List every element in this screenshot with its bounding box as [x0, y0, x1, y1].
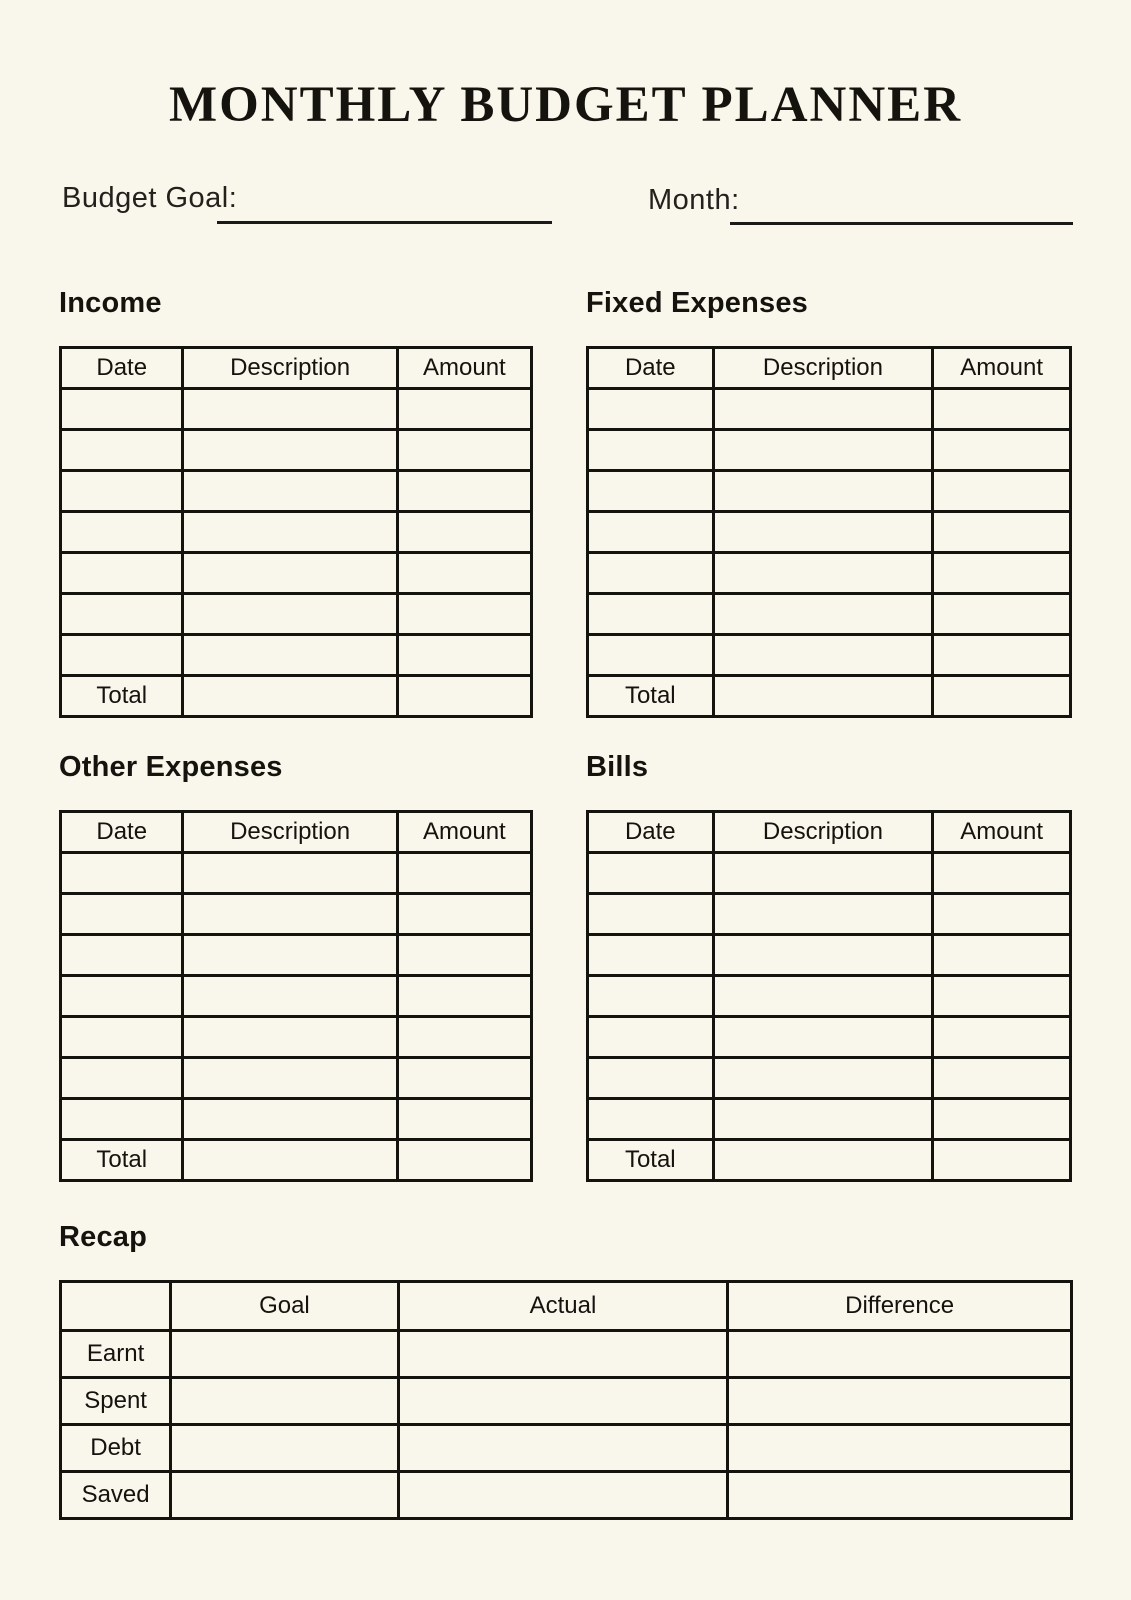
recap-saved-actual-cell[interactable] [398, 1471, 728, 1518]
recap-earnt-goal-cell[interactable] [171, 1330, 398, 1377]
fixed-expenses-total-amount-cell[interactable] [933, 675, 1071, 716]
recap-table [59, 1280, 1073, 1520]
recap-debt-label: Debt [61, 1424, 171, 1471]
other-expenses-row-2 [61, 893, 532, 934]
fixed-expenses-column-header-description: Description [713, 347, 933, 388]
income-row-7 [61, 634, 532, 675]
income-table [59, 346, 533, 718]
income-row-2-description-cell[interactable] [183, 429, 397, 470]
income-header-row [61, 347, 532, 388]
fixed-expenses-row-4-description-cell[interactable] [713, 511, 933, 552]
bills-table [586, 810, 1072, 1182]
fixed-expenses-row-1-amount-cell[interactable] [933, 388, 1071, 429]
bills-row-4-date-cell[interactable] [588, 975, 714, 1016]
other-expenses-row-5-amount-cell[interactable] [397, 1016, 531, 1057]
bills-row-5 [588, 1016, 1071, 1057]
fixed-expenses-section [586, 288, 1072, 718]
bills-row-3-date-cell[interactable] [588, 934, 714, 975]
other-expenses-total-row [61, 1139, 532, 1180]
income-row-7-date-cell[interactable] [61, 634, 183, 675]
bills-row-6-amount-cell[interactable] [933, 1057, 1071, 1098]
other-expenses-total-label: Total [61, 1139, 183, 1180]
bills-total-description-cell[interactable] [713, 1139, 933, 1180]
other-expenses-column-header-date: Date [61, 811, 183, 852]
bills-row-7 [588, 1098, 1071, 1139]
other-expenses-section [59, 752, 533, 1182]
bills-row-2-date-cell[interactable] [588, 893, 714, 934]
fixed-expenses-row-7 [588, 634, 1071, 675]
bills-row-7-description-cell[interactable] [713, 1098, 933, 1139]
recap-row-earnt [61, 1330, 1072, 1377]
income-row-7-amount-cell[interactable] [397, 634, 531, 675]
fixed-expenses-row-2-date-cell[interactable] [588, 429, 714, 470]
income-row-4-amount-cell[interactable] [397, 511, 531, 552]
recap-saved-difference-cell[interactable] [728, 1471, 1072, 1518]
income-row-6 [61, 593, 532, 634]
income-column-header-description: Description [183, 347, 397, 388]
fixed-expenses-row-2-amount-cell[interactable] [933, 429, 1071, 470]
other-expenses-row-7-description-cell[interactable] [183, 1098, 397, 1139]
bills-row-1-description-cell[interactable] [713, 852, 933, 893]
recap-header-row [61, 1281, 1072, 1330]
recap-spent-goal-cell[interactable] [171, 1377, 398, 1424]
income-row-1-description-cell[interactable] [183, 388, 397, 429]
income-total-description-cell[interactable] [183, 675, 397, 716]
fixed-expenses-total-label: Total [588, 675, 714, 716]
fixed-expenses-row-5-amount-cell[interactable] [933, 552, 1071, 593]
other-expenses-row-2-description-cell[interactable] [183, 893, 397, 934]
income-row-7-description-cell[interactable] [183, 634, 397, 675]
other-expenses-heading: Other Expenses [59, 751, 283, 783]
income-row-6-description-cell[interactable] [183, 593, 397, 634]
other-expenses-row-6-amount-cell[interactable] [397, 1057, 531, 1098]
fixed-expenses-row-3-amount-cell[interactable] [933, 470, 1071, 511]
fixed-expenses-header-row [588, 347, 1071, 388]
bills-section [586, 752, 1072, 1182]
bills-row-4-description-cell[interactable] [713, 975, 933, 1016]
other-expenses-total-description-cell[interactable] [183, 1139, 397, 1180]
other-expenses-row-6-date-cell[interactable] [61, 1057, 183, 1098]
fixed-expenses-row-7-date-cell[interactable] [588, 634, 714, 675]
bills-row-5-description-cell[interactable] [713, 1016, 933, 1057]
bills-row-6-date-cell[interactable] [588, 1057, 714, 1098]
recap-column-header-goal: Goal [171, 1281, 398, 1330]
bills-row-4 [588, 975, 1071, 1016]
other-expenses-row-7-amount-cell[interactable] [397, 1098, 531, 1139]
income-row-2-date-cell[interactable] [61, 429, 183, 470]
recap-spent-label: Spent [61, 1377, 171, 1424]
fixed-expenses-row-7-amount-cell[interactable] [933, 634, 1071, 675]
fixed-expenses-row-4-amount-cell[interactable] [933, 511, 1071, 552]
other-expenses-row-3 [61, 934, 532, 975]
fixed-expenses-row-1-description-cell[interactable] [713, 388, 933, 429]
income-row-5-description-cell[interactable] [183, 552, 397, 593]
page-title: MONTHLY BUDGET PLANNER [168, 77, 963, 133]
recap-heading: Recap [59, 1221, 148, 1253]
bills-row-3-description-cell[interactable] [713, 934, 933, 975]
bills-row-3 [588, 934, 1071, 975]
other-expenses-row-2-date-cell[interactable] [61, 893, 183, 934]
fixed-expenses-column-header-date: Date [588, 347, 714, 388]
fixed-expenses-row-5-date-cell[interactable] [588, 552, 714, 593]
bills-row-1-date-cell[interactable] [588, 852, 714, 893]
recap-row-saved [61, 1471, 1072, 1518]
fixed-expenses-total-row [588, 675, 1071, 716]
income-row-4-description-cell[interactable] [183, 511, 397, 552]
other-expenses-row-1 [61, 852, 532, 893]
recap-column-header-actual: Actual [398, 1281, 728, 1330]
other-expenses-row-6-description-cell[interactable] [183, 1057, 397, 1098]
recap-saved-label: Saved [61, 1471, 171, 1518]
income-row-1-amount-cell[interactable] [397, 388, 531, 429]
bills-row-5-amount-cell[interactable] [933, 1016, 1071, 1057]
fixed-expenses-heading: Fixed Expenses [586, 287, 809, 319]
bills-row-7-date-cell[interactable] [588, 1098, 714, 1139]
month-label: Month: [648, 184, 740, 216]
recap-spent-difference-cell[interactable] [728, 1377, 1072, 1424]
other-expenses-row-6 [61, 1057, 532, 1098]
recap-debt-actual-cell[interactable] [398, 1424, 728, 1471]
other-expenses-table [59, 810, 533, 1182]
other-expenses-row-3-amount-cell[interactable] [397, 934, 531, 975]
recap-section [59, 1222, 1073, 1520]
other-expenses-row-7-date-cell[interactable] [61, 1098, 183, 1139]
income-row-5 [61, 552, 532, 593]
income-row-2-amount-cell[interactable] [397, 429, 531, 470]
bills-row-1 [588, 852, 1071, 893]
bills-total-amount-cell[interactable] [933, 1139, 1071, 1180]
income-row-3-amount-cell[interactable] [397, 470, 531, 511]
other-expenses-row-2-amount-cell[interactable] [397, 893, 531, 934]
fixed-expenses-row-3-date-cell[interactable] [588, 470, 714, 511]
fixed-expenses-row-3-description-cell[interactable] [713, 470, 933, 511]
fixed-expenses-row-6-description-cell[interactable] [713, 593, 933, 634]
income-row-2 [61, 429, 532, 470]
bills-row-2-amount-cell[interactable] [933, 893, 1071, 934]
income-total-row [61, 675, 532, 716]
fixed-expenses-row-7-description-cell[interactable] [713, 634, 933, 675]
income-row-3 [61, 470, 532, 511]
bills-row-7-amount-cell[interactable] [933, 1098, 1071, 1139]
fixed-expenses-total-description-cell[interactable] [713, 675, 933, 716]
other-expenses-row-5 [61, 1016, 532, 1057]
fixed-expenses-row-4 [588, 511, 1071, 552]
recap-debt-goal-cell[interactable] [171, 1424, 398, 1471]
fixed-expenses-row-1 [588, 388, 1071, 429]
other-expenses-row-5-description-cell[interactable] [183, 1016, 397, 1057]
bills-row-2-description-cell[interactable] [713, 893, 933, 934]
budget-goal-input-line[interactable] [217, 221, 552, 224]
fixed-expenses-row-2 [588, 429, 1071, 470]
income-row-4 [61, 511, 532, 552]
income-row-4-date-cell[interactable] [61, 511, 183, 552]
income-row-6-amount-cell[interactable] [397, 593, 531, 634]
income-section [59, 288, 533, 718]
income-row-1 [61, 388, 532, 429]
other-expenses-column-header-description: Description [183, 811, 397, 852]
bills-column-header-amount: Amount [933, 811, 1071, 852]
bills-total-row [588, 1139, 1071, 1180]
other-expenses-row-3-description-cell[interactable] [183, 934, 397, 975]
bills-row-3-amount-cell[interactable] [933, 934, 1071, 975]
fixed-expenses-row-2-description-cell[interactable] [713, 429, 933, 470]
income-row-6-date-cell[interactable] [61, 593, 183, 634]
other-expenses-row-4-description-cell[interactable] [183, 975, 397, 1016]
income-row-1-date-cell[interactable] [61, 388, 183, 429]
recap-earnt-difference-cell[interactable] [728, 1330, 1072, 1377]
fixed-expenses-row-5 [588, 552, 1071, 593]
recap-row-debt [61, 1424, 1072, 1471]
recap-column-header-difference: Difference [728, 1281, 1072, 1330]
bills-row-6-description-cell[interactable] [713, 1057, 933, 1098]
other-expenses-row-1-description-cell[interactable] [183, 852, 397, 893]
other-expenses-row-7 [61, 1098, 532, 1139]
bills-total-label: Total [588, 1139, 714, 1180]
fixed-expenses-row-6-date-cell[interactable] [588, 593, 714, 634]
bills-header-row [588, 811, 1071, 852]
income-row-5-amount-cell[interactable] [397, 552, 531, 593]
bills-row-5-date-cell[interactable] [588, 1016, 714, 1057]
fixed-expenses-row-6-amount-cell[interactable] [933, 593, 1071, 634]
budget-goal-label: Budget Goal: [62, 182, 238, 214]
income-heading: Income [59, 287, 162, 319]
fixed-expenses-column-header-amount: Amount [933, 347, 1071, 388]
bills-column-header-description: Description [713, 811, 933, 852]
income-row-3-description-cell[interactable] [183, 470, 397, 511]
fixed-expenses-row-6 [588, 593, 1071, 634]
fixed-expenses-row-1-date-cell[interactable] [588, 388, 714, 429]
income-column-header-amount: Amount [397, 347, 531, 388]
bills-row-2 [588, 893, 1071, 934]
recap-debt-difference-cell[interactable] [728, 1424, 1072, 1471]
income-total-amount-cell[interactable] [397, 675, 531, 716]
month-input-line[interactable] [730, 222, 1073, 225]
other-expenses-column-header-amount: Amount [397, 811, 531, 852]
recap-earnt-label: Earnt [61, 1330, 171, 1377]
other-expenses-header-row [61, 811, 532, 852]
recap-earnt-actual-cell[interactable] [398, 1330, 728, 1377]
other-expenses-row-1-amount-cell[interactable] [397, 852, 531, 893]
fixed-expenses-row-4-date-cell[interactable] [588, 511, 714, 552]
other-expenses-row-1-date-cell[interactable] [61, 852, 183, 893]
recap-corner-cell [61, 1281, 171, 1330]
other-expenses-row-4 [61, 975, 532, 1016]
other-expenses-row-3-date-cell[interactable] [61, 934, 183, 975]
recap-row-spent [61, 1377, 1072, 1424]
fixed-expenses-table [586, 346, 1072, 718]
other-expenses-total-amount-cell[interactable] [397, 1139, 531, 1180]
income-row-3-date-cell[interactable] [61, 470, 183, 511]
income-total-label: Total [61, 675, 183, 716]
fixed-expenses-row-5-description-cell[interactable] [713, 552, 933, 593]
recap-saved-goal-cell[interactable] [171, 1471, 398, 1518]
other-expenses-row-5-date-cell[interactable] [61, 1016, 183, 1057]
bills-column-header-date: Date [588, 811, 714, 852]
bills-row-4-amount-cell[interactable] [933, 975, 1071, 1016]
other-expenses-row-4-date-cell[interactable] [61, 975, 183, 1016]
income-column-header-date: Date [61, 347, 183, 388]
fixed-expenses-row-3 [588, 470, 1071, 511]
other-expenses-row-4-amount-cell[interactable] [397, 975, 531, 1016]
bills-row-6 [588, 1057, 1071, 1098]
bills-heading: Bills [586, 751, 649, 783]
income-row-5-date-cell[interactable] [61, 552, 183, 593]
bills-row-1-amount-cell[interactable] [933, 852, 1071, 893]
recap-spent-actual-cell[interactable] [398, 1377, 728, 1424]
